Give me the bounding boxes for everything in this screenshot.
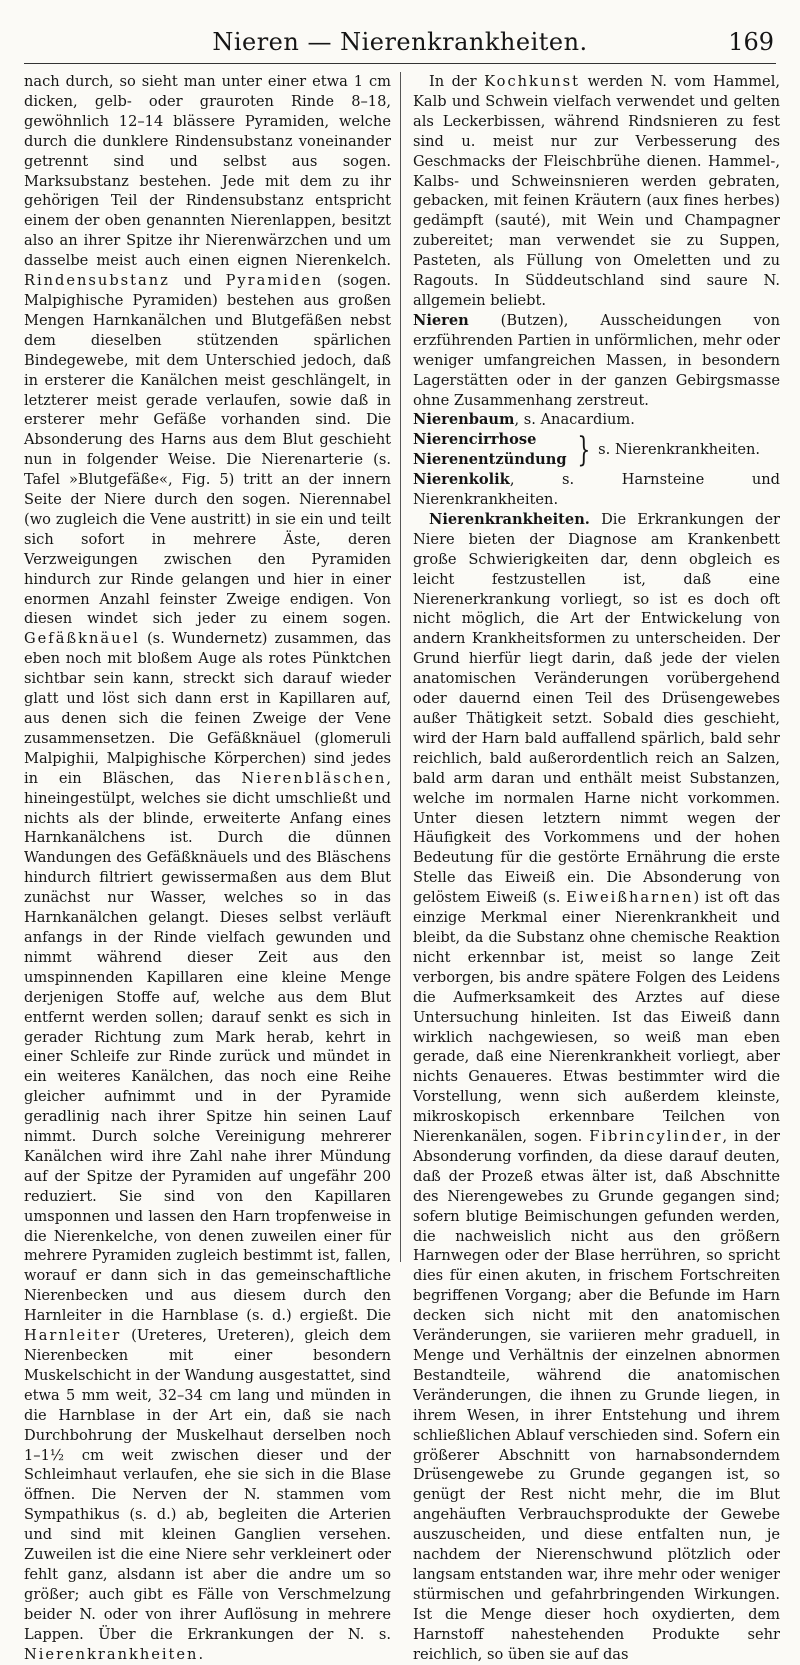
running-title: Nieren — Nierenkrankheiten. <box>212 28 588 56</box>
right-column <box>413 72 780 1663</box>
headword: Nierenentzündung <box>413 451 567 469</box>
entry-nierenkrankheiten: Nierenkrankheiten. Die Erkrankungen der Niere bieten der Diagnose am Krankenbett große Schwierigkeiten dar, denn obgleich es leicht festzustellen ist, daß eine Nierenerkrankung vorliegt, so ist es doch oft nicht möglich, die Art der Entwickelung von andern Krankheitsformen zu unterscheiden. Der Grund hierfür liegt darin, daß jede der vielen anatomischen Veränderungen vorübergehend oder dauernd einen Teil des Drüsengewebes außer Thätigkeit setzt. Sobald dies geschieht, wird der Harn bald auffallend spärlich, bald sehr reichlich, bald außerordentlich reich an Salzen, bald arm daran und enthält meist Substanzen, welche im normalen Harne nicht vorkommen. Unter diesen letztern nimmt wegen der Häufigkeit des Vorkommens und der hohen Bedeutung für die gestörte Ernährung die erste Stelle das Eiweiß ein. Die Absonderung von gelöstem Eiweiß (s. Eiweißharnen) ist oft das einzige Merkmal einer Nierenkrankheit und bleibt, da die Substanz ohne chemische Reaktion nicht erkennbar ist, meist so lange Zeit verborgen, bis andre spätere Folgen des Leidens die Aufmerksamkeit des Arztes auf diese Untersuchung hinleiten. Ist das Eiweiß dann wirklich nachgewiesen, so weiß man eben gerade, daß eine Nierenkrankheit vorliegt, aber nichts Genaueres. Etwas bestimmter wird die Vorstellung, wenn sich außerdem kleinste, mikroskopisch erkennbare Teilchen von Nierenkanälen, sogen. Fibrincylinder, in der Absonderung vorfinden, da diese darauf deuten, daß der Prozeß etwas älter ist, daß Abschnitte des Nierengewebes zu Grunde gegangen sind; sofern blutige Beimischungen gefunden werden, die nachweislich nicht aus den größern Harnwegen oder der Blase herrühren, so spricht dies für einen akuten, in frischem Fortschreiten begriffenen Vorgang; aber die Befunde im Harn decken sich nicht mit den anatomischen Veränderungen, sie variieren mehr graduell, in Menge und Verhältnis der einzelnen abnormen Bestandteile, während die anatomischen Veränderungen, die ihnen zu Grunde liegen, in ihrem Wesen, in ihrer Entstehung und ihrem schließlichen Ablauf verschieden sind. Sofern ein größerer Abschnitt von harnabsonderndem Drüsengewebe zu Grunde gegangen ist, so genügt der Rest nicht mehr, die im Blut angehäuften Verbrauchsprodukte der Gewebe auszuscheiden, und diese entfalten nun, je nachdem der Nierenschwund plötzlich oder langsam entstanden war, ihre mehr oder weniger stürmischen und gefahrbringenden Wirkungen. Ist die Menge dieser hoch oxydierten, dem Harnstoff nahestehenden Produkte sehr reichlich, so üben sie auf das <box>413 510 780 1663</box>
spaced-term: Nierenbläschen <box>241 769 387 787</box>
spaced-term: Rindensubstanz <box>24 272 170 290</box>
headword: Nierenkolik <box>413 471 510 489</box>
cross-reference: s. Nierenkrankheiten. <box>598 441 761 459</box>
page-header <box>24 26 776 60</box>
cross-reference: Eiweißharnen <box>566 889 694 907</box>
entry-nierenkolik: Nierenkolik, s. Harnsteine und Nierenkrankheiten. <box>413 471 780 509</box>
spaced-term: Fibrincylinder <box>589 1128 723 1146</box>
spaced-term: Gefäßknäuel <box>24 630 140 648</box>
entry-nierenbaum: Nierenbaum, s. Anacardium. <box>413 411 635 429</box>
spaced-term: Kochkunst <box>484 73 581 90</box>
headword: Nierenbaum <box>413 411 515 429</box>
entry-nieren-butzen: Nieren (Butzen), Ausscheidungen von erzführenden Partien in unförmlichen, mehr oder weniger umfangreichen Massen, in besondern Lagerstätten oder in der ganzen Gebirgsmasse ohne Zusammenhang zerstreut. <box>413 311 780 409</box>
brace-glyph: } <box>576 430 590 471</box>
paragraph-cookery: In der Kochkunst werden N. vom Hammel, Kalb und Schwein vielfach verwendet und gelten als Leckerbissen, während Rindsnieren zu fest sind u. meist nur zur Verbesserung des Geschmacks der Fleischbrühe dienen. Hammel-, Kalbs- und Schweinsnieren werden gebraten, gebacken, mit feinen Kräutern (aux fines herbes) gedämpft (sauté), mit Wein und Champagner zubereitet; man verwendet sie zu Suppen, Pasteten, als Füllung von Omeletten und zu Ragouts. In Süddeutschland sind saure N. allgemein beliebt. <box>413 73 780 309</box>
spaced-term: Harnleiter <box>24 1327 122 1345</box>
left-column <box>24 72 392 1663</box>
headword: Nieren <box>413 311 469 329</box>
page-number: 169 <box>728 28 774 56</box>
cross-reference: Nierenkrankheiten <box>24 1645 199 1663</box>
paragraph-kidney-anatomy: nach durch, so sieht man unter einer etwa 1 cm dicken, gelb- oder grauroten Rinde 8–18, gewöhnlich 12–14 blässere Pyramiden, welche durch die dunklere Rindensubstanz voneinander getrennt sind und selbst aus sogen. Marksubstanz bestehen. Jede mit dem zu ihr gehörigen Teil der Rindensubstanz entspricht einem der oben genannten Nierenlappen, besitzt also an ihrer Spitze ihr Nierenwärzchen und um dasselbe meist auch einen eignen Nierenkelch. Rindensubstanz und Pyramiden (sogen. Malpighische Pyramiden) bestehen aus großen Mengen Harnkanälchen und Blutgefäßen nebst dem dieselben stützenden spärlichen Bindegewebe, mit dem Unterschied jedoch, daß in ersterer die Kanälchen meist geschlängelt, in letzterer meist gerade verlaufen, sowie daß in ersterer mehr Gefäße vorhanden sind. Die Absonderung des Harns aus dem Blut geschieht nun in folgender Weise. Die Nierenarterie (s. Tafel »Blutgefäße«, Fig. 5) tritt an der innern Seite der Niere durch den sogen. Nierennabel (wo zugleich die Vene austritt) in sie ein und teilt sich sofort in mehrere Äste, deren Verzweigungen zwischen den Pyramiden hindurch zur Rinde gelangen und hier in einer enormen Anzahl feinster Zweige endigen. Von diesen windet sich jeder zu einem sogen. Gefäßknäuel (s. Wundernetz) zusammen, das eben noch mit bloßem Auge als rotes Pünktchen sichtbar sein kann, streckt sich darauf wieder glatt und löst sich dann erst in Kapillaren auf, aus denen sich die feinen Zweige der Vene zusammensetzen. Die Gefäßknäuel (glomeruli Malpighii, Malpighische Körperchen) sind jedes in ein Bläschen, das Nierenbläschen, hineingestülpt, welches sie dicht umschließt und nichts als der blinde, erweiterte Anfang eines Harnkanälchens ist. Durch die dünnen Wandungen des Gefäßknäuels und des Bläschens hindurch filtriert gewissermaßen aus dem Blut zunächst nur Wasser, welches so in das Harnkanälchen gelangt. Dieses selbst verläuft anfangs in der Rinde vielfach gewunden und nimmt während dieser Zeit aus den umspinnenden Kapillaren eine kleine Menge derjenigen Stoffe auf, welche aus dem Blut entfernt werden sollen; darauf senkt es sich in gerader Richtung zum Mark herab, kehrt in einer Schleife zur Rinde zurück und mündet in ein weiteres Kanälchen, das noch eine Reihe gleicher aufnimmt und in der Pyramide geradlinig nach ihrer Spitze hin seinen Lauf nimmt. Durch solche Vereinigung mehrerer Kanälchen wird ihre Zahl nahe ihrer Mündung auf der Spitze der Pyramiden auf ungefähr 200 reduziert. Sie sind von den Kapillaren umsponnen und lassen den Harn tropfenweise in die Nierenkelche, von denen zuweilen einer für mehrere Pyramiden zugleich bestimmt ist, fallen, worauf er dann sich in das gemeinschaftliche Nierenbecken und aus diesem durch den Harnleiter in die Harnblase (s. d.) ergießt. Die Harnleiter (Ureteres, Ureteren), gleich dem Nierenbecken mit einer besondern Muskelschicht in der Wandung ausgestattet, sind etwa 5 mm weit, 32–34 cm lang und münden in die Harnblase in der Art ein, daß sie nach Durchbohrung der Muskelhaut derselben noch 1–1½ cm weit zwischen dieser und der Schleimhaut verlaufen, ehe sie sich in die Blase öffnen. Die Nerven der N. stammen vom Sympathikus (s. d.) ab, begleiten die Arterien und sind mit kleinen Ganglien versehen. Zuweilen ist die eine Niere sehr verkleinert oder fehlt ganz, alsdann ist aber die andre um so größer; auch gibt es Fälle von Verschmelzung beider N. oder von ihrer Auflösung in mehrere Lappen. Über die Erkrankungen der N. s. Nierenkrankheiten. <box>24 73 392 1663</box>
column-divider <box>400 72 401 1262</box>
entry-brace-group <box>413 430 780 470</box>
spaced-term: Pyramiden <box>225 272 324 290</box>
headword: Nierenkrankheiten. <box>429 510 590 528</box>
headword: Nierencirrhose <box>413 431 537 449</box>
header-rule <box>24 63 776 64</box>
